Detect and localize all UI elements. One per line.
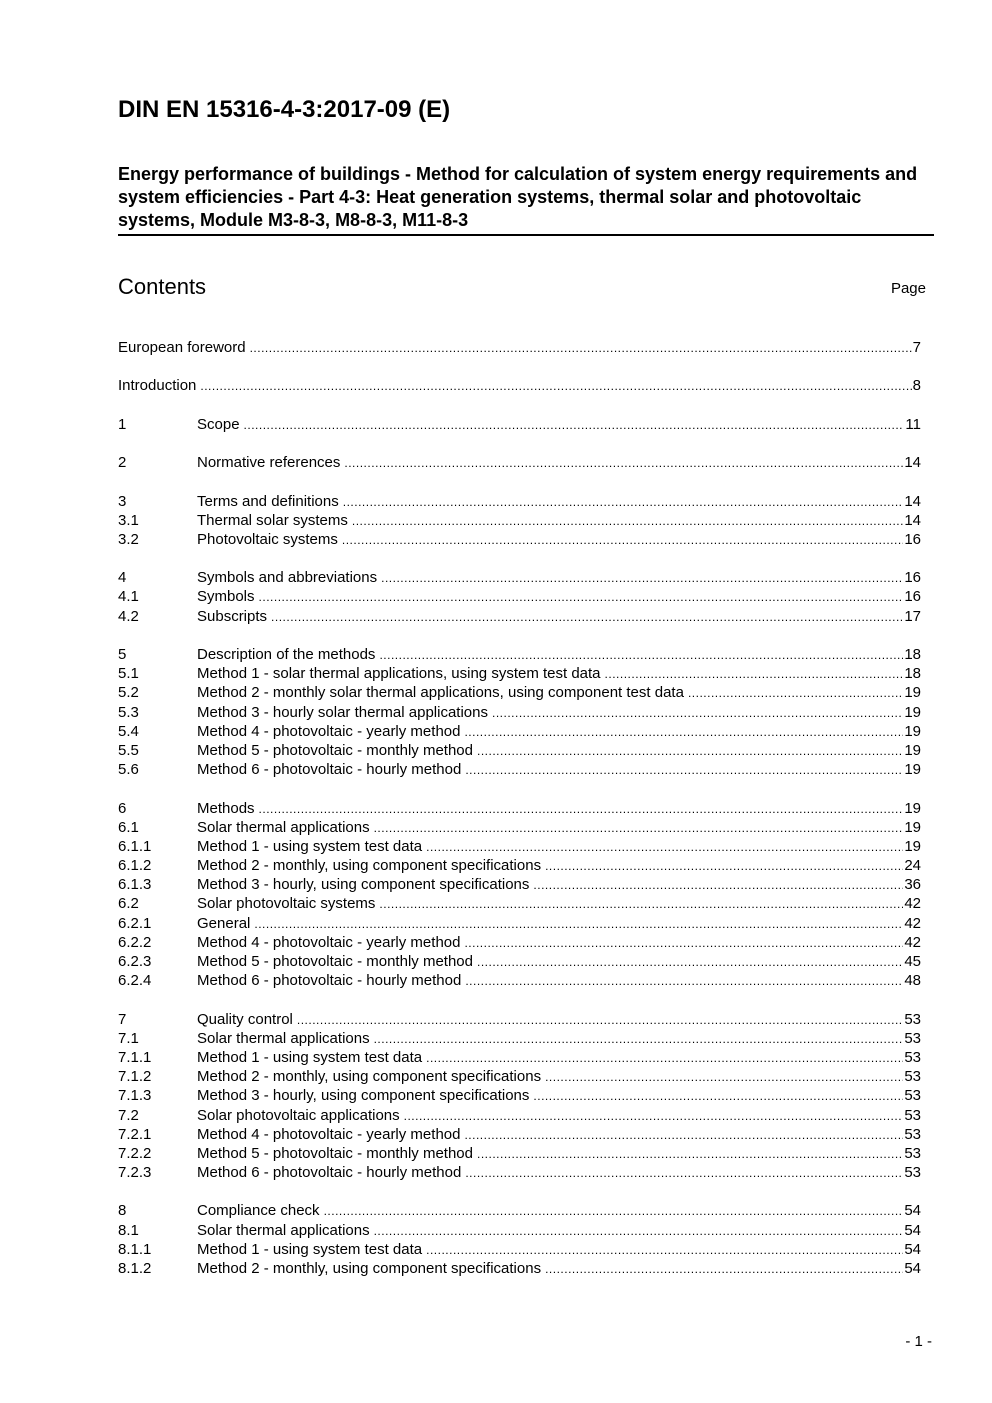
toc-entry-title: Method 5 - photovoltaic - monthly method	[197, 1144, 473, 1162]
toc-entry-title: Photovoltaic systems	[197, 530, 338, 548]
toc-entry-title: Method 2 - monthly solar thermal applications, using component test data	[197, 684, 684, 702]
toc-entry-title: Method 3 - hourly, using component specifications	[197, 876, 530, 894]
toc-entry-title: Method 2 - monthly, using component specifications	[197, 857, 542, 875]
toc-entry-number: 4	[118, 569, 127, 587]
toc-entry-page: 45	[904, 953, 921, 970]
toc-entry[interactable]	[118, 511, 921, 530]
toc-entry[interactable]	[118, 856, 921, 875]
toc-entry-title: European foreword	[118, 339, 246, 356]
toc-dot-leader	[464, 1126, 903, 1144]
toc-entry-title: Method 6 - photovoltaic - hourly method	[197, 1164, 462, 1182]
toc-entry[interactable]	[118, 683, 921, 702]
toc-entry-title: Solar photovoltaic applications	[197, 1106, 400, 1124]
toc-entry-title: Scope	[197, 415, 240, 433]
document-title: Energy performance of buildings - Method for calculation of system energy requirements and system efficiencies - Part 4-3: Heat generation systems, thermal solar and photovoltaic systems, Module M3-8-3, M8-8-3, M11-8-3	[118, 163, 934, 236]
toc-entry-page: 19	[904, 799, 921, 817]
toc-entry[interactable]	[118, 1048, 921, 1067]
toc-dot-leader	[545, 1260, 903, 1278]
toc-entry[interactable]	[118, 1125, 921, 1144]
toc-dot-leader	[342, 531, 903, 549]
toc-entry-page: 53	[904, 1068, 921, 1086]
toc-entry-title: Method 4 - photovoltaic - yearly method	[197, 933, 461, 951]
toc-entry-title: Method 3 - hourly, using component specifications	[197, 1087, 530, 1105]
toc-entry-page: 7	[912, 339, 921, 356]
toc-entry[interactable]	[118, 568, 921, 587]
toc-entry-title: Method 4 - photovoltaic - yearly method	[197, 1125, 461, 1143]
toc-entry-number: 7.2.3	[118, 1164, 152, 1182]
toc-dot-leader	[426, 838, 903, 856]
toc-entry-title: Method 2 - monthly, using component specifications	[197, 1260, 542, 1277]
table-of-contents	[118, 338, 921, 1297]
toc-entry-title: Solar photovoltaic systems	[197, 895, 376, 913]
toc-entry-page: 19	[904, 722, 921, 740]
toc-entry[interactable]	[118, 971, 921, 990]
toc-dot-leader	[324, 1202, 904, 1220]
toc-entry-number: 3.2	[118, 530, 139, 548]
toc-entry[interactable]	[118, 703, 921, 722]
toc-dot-leader	[374, 1222, 904, 1240]
toc-entry-title: Method 1 - using system test data	[197, 1240, 423, 1258]
toc-entry-page: 36	[904, 876, 921, 894]
toc-entry-number: 7	[118, 1010, 127, 1028]
toc-entry-page: 14	[904, 492, 921, 510]
toc-entry-number: 6.1.3	[118, 876, 152, 894]
toc-entry-number: 6.2.2	[118, 933, 152, 951]
toc-dot-leader	[271, 608, 903, 626]
toc-entry[interactable]	[118, 760, 921, 779]
toc-entry-number: 6.1.2	[118, 857, 152, 875]
toc-entry-number: 6.2.4	[118, 972, 152, 990]
toc-entry-page: 19	[904, 837, 921, 855]
toc-entry-page: 53	[904, 1048, 921, 1066]
toc-entry[interactable]	[118, 722, 921, 741]
toc-entry-page: 14	[904, 511, 921, 529]
toc-entry[interactable]	[118, 914, 921, 933]
toc-entry-title: Method 1 - using system test data	[197, 1048, 423, 1066]
toc-entry[interactable]	[118, 645, 921, 664]
toc-group	[118, 415, 921, 434]
toc-entry-number: 4.2	[118, 607, 139, 625]
toc-entry-title: Symbols and abbreviations	[197, 569, 378, 587]
toc-dot-leader	[545, 1068, 903, 1086]
toc-dot-leader	[381, 569, 903, 587]
toc-group	[118, 376, 921, 395]
toc-entry-page: 18	[904, 646, 921, 663]
toc-dot-leader	[477, 953, 903, 971]
toc-entry[interactable]	[118, 1259, 921, 1278]
toc-dot-leader	[465, 761, 903, 779]
toc-entry[interactable]	[118, 1010, 921, 1029]
toc-entry-page: 42	[904, 914, 921, 932]
toc-entry-title: Normative references	[197, 454, 341, 472]
toc-dot-leader	[464, 723, 903, 741]
toc-entry-page: 16	[904, 588, 921, 606]
toc-entry-title: Solar thermal applications	[197, 1029, 370, 1047]
toc-entry-title: Solar thermal applications	[197, 818, 370, 836]
toc-entry[interactable]	[118, 1086, 921, 1105]
toc-dot-leader	[464, 934, 903, 952]
toc-entry[interactable]	[118, 376, 921, 395]
toc-entry[interactable]	[118, 875, 921, 894]
toc-entry-title: Method 5 - photovoltaic - monthly method	[197, 741, 473, 759]
toc-entry-title: Method 1 - using system test data	[197, 837, 423, 855]
toc-dot-leader	[250, 339, 912, 357]
toc-dot-leader	[259, 588, 904, 606]
toc-entry-title: Solar thermal applications	[197, 1221, 370, 1239]
toc-entry[interactable]	[118, 415, 921, 434]
toc-entry[interactable]	[118, 664, 921, 683]
toc-entry-page: 24	[904, 857, 921, 875]
toc-entry-page: 53	[904, 1164, 921, 1182]
toc-entry-page: 54	[904, 1221, 921, 1239]
toc-entry-number: 8	[118, 1202, 127, 1220]
toc-entry-page: 53	[904, 1144, 921, 1162]
toc-entry-page: 53	[904, 1087, 921, 1105]
toc-entry[interactable]	[118, 1029, 921, 1048]
toc-entry-title: Method 1 - solar thermal applications, using system test data	[197, 665, 601, 683]
toc-dot-leader	[426, 1049, 903, 1067]
toc-entry[interactable]	[118, 799, 921, 818]
toc-dot-leader	[404, 1107, 904, 1125]
toc-entry-number: 4.1	[118, 588, 139, 606]
toc-dot-leader	[244, 416, 905, 434]
toc-entry-page: 54	[904, 1202, 921, 1220]
toc-dot-leader	[352, 512, 903, 530]
toc-dot-leader	[343, 493, 904, 511]
toc-entry-page: 14	[904, 454, 921, 472]
toc-entry[interactable]	[118, 818, 921, 837]
toc-entry-page: 53	[904, 1125, 921, 1143]
toc-entry-page: 19	[904, 761, 921, 779]
toc-entry-number: 3.1	[118, 511, 139, 529]
toc-dot-leader	[533, 1087, 903, 1105]
toc-entry-page: 53	[904, 1010, 921, 1028]
toc-entry-page: 54	[904, 1240, 921, 1258]
toc-group	[118, 568, 921, 626]
toc-entry-page: 11	[905, 415, 921, 433]
toc-group	[118, 1010, 921, 1183]
toc-entry-number: 8.1.1	[118, 1240, 152, 1258]
toc-entry-number: 7.1.1	[118, 1048, 152, 1066]
toc-entry-page: 19	[904, 741, 921, 759]
toc-entry-page: 42	[904, 895, 921, 913]
toc-entry[interactable]	[118, 933, 921, 952]
toc-dot-leader	[374, 819, 904, 837]
toc-entry[interactable]	[118, 894, 921, 913]
toc-entry-number: 5.2	[118, 684, 139, 702]
toc-dot-leader	[477, 1145, 903, 1163]
page-column-heading: Page	[890, 280, 926, 297]
toc-entry-number: 5.6	[118, 761, 139, 779]
toc-dot-leader	[477, 742, 903, 760]
toc-entry-number: 6.1	[118, 818, 139, 836]
toc-entry-number: 7.2.2	[118, 1144, 152, 1162]
toc-entry-number: 8.1	[118, 1221, 139, 1239]
toc-entry-title: Methods	[197, 799, 255, 817]
toc-dot-leader	[374, 1030, 904, 1048]
toc-entry-number: 7.1	[118, 1029, 139, 1047]
toc-entry-title: Method 3 - hourly solar thermal applications	[197, 703, 488, 721]
toc-entry-number: 5.1	[118, 665, 139, 683]
toc-entry-number: 5.4	[118, 722, 139, 740]
toc-dot-leader	[344, 454, 903, 472]
toc-entry[interactable]	[118, 338, 921, 357]
toc-entry-title: Symbols	[197, 588, 255, 606]
toc-dot-leader	[379, 895, 903, 913]
toc-entry[interactable]	[118, 1144, 921, 1163]
toc-entry-title: Method 2 - monthly, using component specifications	[197, 1068, 542, 1086]
toc-group	[118, 453, 921, 472]
toc-dot-leader	[465, 1164, 903, 1182]
toc-entry-number: 5	[118, 646, 127, 663]
toc-dot-leader	[200, 377, 911, 395]
toc-entry-page: 19	[904, 703, 921, 721]
toc-dot-leader	[465, 972, 903, 990]
toc-entry[interactable]	[118, 1067, 921, 1086]
toc-entry-page: 19	[904, 818, 921, 836]
toc-entry-page: 54	[904, 1260, 921, 1277]
toc-entry[interactable]	[118, 837, 921, 856]
toc-entry-number: 5.3	[118, 703, 139, 721]
toc-entry-page: 8	[912, 377, 921, 395]
toc-entry-page: 17	[904, 607, 921, 625]
toc-dot-leader	[259, 800, 904, 818]
toc-entry-number: 7.2.1	[118, 1125, 152, 1143]
toc-entry-number: 7.1.3	[118, 1087, 152, 1105]
toc-entry-page: 16	[904, 569, 921, 587]
toc-entry-page: 53	[904, 1106, 921, 1124]
toc-entry-number: 6.1.1	[118, 837, 152, 855]
toc-entry-number: 8.1.2	[118, 1260, 152, 1277]
toc-entry[interactable]	[118, 1240, 921, 1259]
toc-entry[interactable]	[118, 1163, 921, 1182]
toc-entry-number: 6.2.3	[118, 953, 152, 970]
toc-entry-page: 18	[904, 665, 921, 683]
toc-entry-title: Method 4 - photovoltaic - yearly method	[197, 722, 461, 740]
toc-entry-title: Method 6 - photovoltaic - hourly method	[197, 972, 462, 990]
toc-entry-number: 6	[118, 799, 127, 817]
toc-dot-leader	[254, 915, 903, 933]
toc-dot-leader	[297, 1011, 903, 1029]
toc-group	[118, 492, 921, 550]
toc-dot-leader	[545, 857, 903, 875]
toc-entry[interactable]	[118, 530, 921, 549]
toc-entry[interactable]	[118, 607, 921, 626]
toc-entry-number: 6.2	[118, 895, 139, 913]
page-number: - 1 -	[905, 1333, 932, 1350]
toc-entry[interactable]	[118, 741, 921, 760]
toc-entry[interactable]	[118, 1221, 921, 1240]
toc-entry-title: Terms and definitions	[197, 492, 339, 510]
toc-dot-leader	[533, 876, 903, 894]
document-id: DIN EN 15316-4-3:2017-09 (E)	[118, 96, 451, 123]
toc-entry-number: 5.5	[118, 741, 139, 759]
toc-entry-number: 7.1.2	[118, 1068, 152, 1086]
toc-dot-leader	[688, 684, 903, 702]
toc-entry[interactable]	[118, 587, 921, 606]
toc-entry-title: General	[197, 914, 251, 932]
toc-entry-page: 53	[904, 1029, 921, 1047]
toc-dot-leader	[605, 665, 904, 683]
toc-entry-title: Description of the methods	[197, 646, 376, 663]
toc-entry-title: Introduction	[118, 377, 197, 395]
toc-entry-title: Thermal solar systems	[197, 511, 348, 529]
toc-entry[interactable]	[118, 453, 921, 472]
toc-entry-title: Quality control	[197, 1010, 293, 1028]
toc-dot-leader	[426, 1241, 903, 1259]
toc-entry-number: 6.2.1	[118, 914, 152, 932]
toc-entry[interactable]	[118, 952, 921, 971]
toc-entry[interactable]	[118, 1106, 921, 1125]
toc-entry[interactable]	[118, 492, 921, 511]
toc-entry-page: 16	[904, 530, 921, 548]
toc-entry-page: 19	[904, 684, 921, 702]
toc-entry-page: 42	[904, 933, 921, 951]
toc-entry-title: Subscripts	[197, 607, 268, 625]
toc-dot-leader	[492, 704, 903, 722]
toc-entry-number: 3	[118, 492, 127, 510]
toc-dot-leader	[379, 646, 903, 664]
toc-group	[118, 338, 921, 357]
toc-group	[118, 799, 921, 991]
contents-heading: Contents	[118, 274, 207, 299]
toc-entry-title: Method 5 - photovoltaic - monthly method	[197, 953, 473, 970]
toc-entry-page: 48	[904, 972, 921, 990]
toc-entry-number: 7.2	[118, 1106, 139, 1124]
toc-entry[interactable]	[118, 1201, 921, 1220]
toc-group	[118, 645, 921, 779]
toc-entry-title: Compliance check	[197, 1202, 320, 1220]
toc-entry-title: Method 6 - photovoltaic - hourly method	[197, 761, 462, 779]
toc-entry-number: 1	[118, 415, 127, 433]
toc-entry-number: 2	[118, 454, 127, 472]
toc-group	[118, 1201, 921, 1278]
